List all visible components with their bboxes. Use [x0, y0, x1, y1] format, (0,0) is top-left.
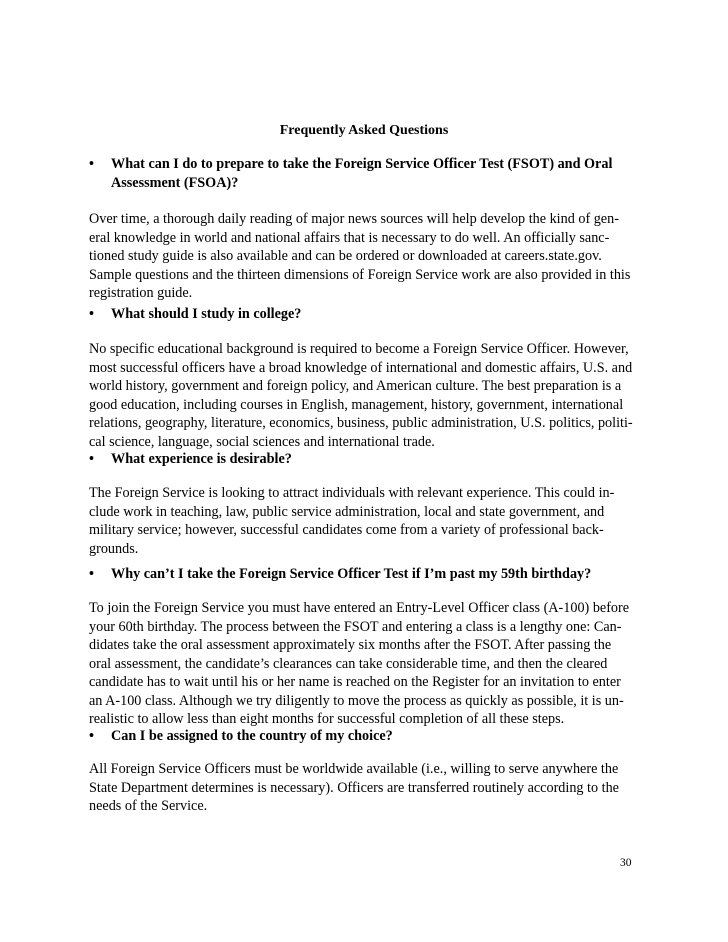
- answer-line: The Foreign Service is looking to attract individuals with relevant experience. This could in-: [89, 485, 615, 501]
- answer-line: military service; however, successful candidates come from a variety of professional back-: [89, 522, 604, 538]
- answer-line: good education, including courses in English, management, history, government, international: [89, 396, 624, 413]
- faq-answer-4: [89, 599, 647, 729]
- question-line: What can I do to prepare to take the Foreign Service Officer Test (FSOT) and Oral: [111, 156, 613, 172]
- answer-line: tioned study guide is also available and can be ordered or downloaded at careers.state.gov.: [89, 248, 602, 264]
- question-line: What experience is desirable?: [111, 451, 292, 467]
- answer-line: oral assessment, the candidate’s clearances can take considerable time, and then the cleared: [89, 655, 608, 672]
- faq-question-3: [89, 450, 649, 469]
- answer-line: didates take the oral assessment approximately six months after the FSOT. After passing the: [89, 637, 612, 653]
- answer-line: No specific educational background is required to become a Foreign Service Officer. However,: [89, 341, 629, 357]
- answer-line: State Department determines is necessary). Officers are transferred routinely according to the: [89, 779, 619, 796]
- question-line: Can I be assigned to the country of my choice?: [111, 728, 393, 744]
- bullet-icon: •: [89, 306, 94, 322]
- answer-line: cal science, language, social sciences and international trade.: [89, 433, 435, 450]
- answer-line: relations, geography, literature, economics, business, public administration, U.S. politics, politi-: [89, 415, 633, 431]
- faq-answer-2: [89, 340, 647, 451]
- faq-answer-3: [89, 484, 647, 558]
- answer-line: realistic to allow less than eight months for successful completion of all these steps.: [89, 711, 565, 727]
- answer-line: Sample questions and the thirteen dimensions of Foreign Service work are also provided in this: [89, 266, 631, 283]
- bullet-icon: •: [89, 451, 94, 467]
- bullet-icon: •: [89, 728, 94, 744]
- answer-line: To join the Foreign Service you must have entered an Entry-Level Officer class (A-100) before: [89, 600, 630, 616]
- answer-line: All Foreign Service Officers must be worldwide available (i.e., willing to serve anywhere the: [89, 761, 619, 777]
- question-line: Assessment (FSOA)?: [111, 174, 239, 191]
- answer-line: registration guide.: [89, 285, 193, 301]
- faq-question-5: [89, 727, 649, 746]
- answer-line: clude work in teaching, law, public service administration, local and state government, and: [89, 503, 605, 520]
- answer-line: needs of the Service.: [89, 798, 208, 814]
- bullet-icon: •: [89, 566, 94, 582]
- faq-question-1: [89, 155, 649, 192]
- faq-question-2: [89, 305, 649, 324]
- page-title: Frequently Asked Questions: [279, 123, 449, 138]
- answer-line: your 60th birthday. The process between the FSOT and entering a class is a lengthy one: Can-: [89, 618, 622, 635]
- faq-answer-1: [89, 210, 647, 303]
- answer-line: an A-100 class. Although we try diligently to move the process as quickly as possible, it is un-: [89, 692, 624, 709]
- question-line: What should I study in college?: [111, 306, 302, 322]
- answer-line: grounds.: [89, 540, 139, 557]
- answer-line: eral knowledge in world and national affairs that is necessary to do well. An officially sanc-: [89, 229, 610, 246]
- answer-line: Over time, a thorough daily reading of major news sources will help develop the kind of gen-: [89, 211, 619, 227]
- question-line: Why can’t I take the Foreign Service Officer Test if I’m past my 59th birthday?: [111, 566, 592, 582]
- answer-line: world history, government and foreign policy, and American culture. The best preparation is a: [89, 378, 622, 394]
- faq-answer-5: [89, 760, 647, 816]
- faq-question-4: [89, 565, 649, 584]
- answer-line: most successful officers have a broad knowledge of international and domestic affairs, U.S. and: [89, 359, 633, 376]
- page-number: 30: [620, 857, 632, 869]
- bullet-icon: •: [89, 156, 94, 172]
- answer-line: candidate has to wait until his or her name is reached on the Register for an invitation to enter: [89, 674, 621, 690]
